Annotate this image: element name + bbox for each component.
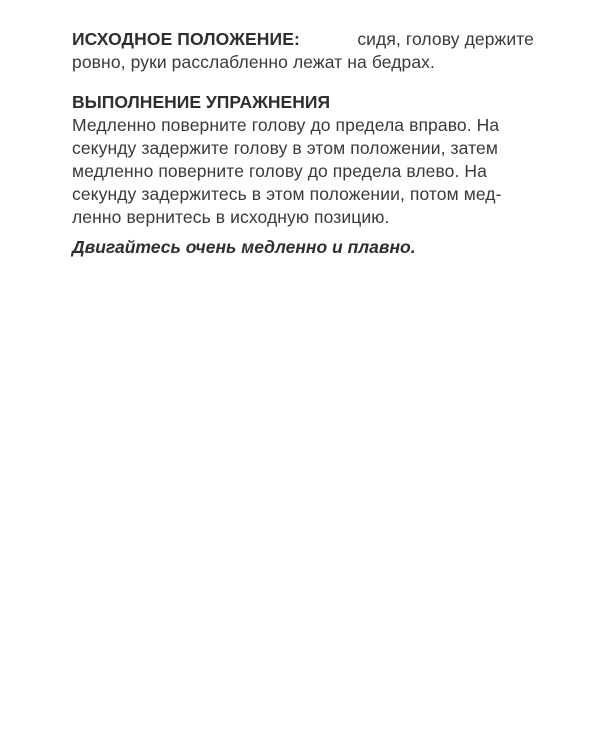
start-position-line-1	[72, 28, 534, 51]
movement-note: Двигайтесь очень медленно и плавно.	[72, 237, 416, 257]
execution-paragraph	[72, 114, 534, 229]
execution-line: секунду задержите голову в этом положении, затем	[72, 138, 498, 158]
execution-heading: ВЫПОЛНЕНИЕ УПРАЖНЕНИЯ	[72, 92, 331, 112]
start-position-paragraph	[72, 28, 534, 74]
start-position-text-1: сидя, голову держите	[357, 29, 534, 49]
execution-line: Медленно поверните голову до предела вправо. На	[72, 115, 500, 135]
start-position-label: ИСХОДНОЕ ПОЛОЖЕНИЕ:	[72, 29, 300, 49]
exercise-text	[72, 28, 534, 259]
start-position-text-2: ровно, руки расслабленно лежат на бедрах.	[72, 52, 435, 72]
execution-line: ленно вернитесь в исходную позицию.	[72, 207, 390, 227]
execution-line: секунду задержитесь в этом положении, потом мед-	[72, 184, 502, 204]
paragraph-spacer	[72, 74, 534, 91]
execution-line: медленно поверните голову до предела влево. На	[72, 161, 487, 181]
